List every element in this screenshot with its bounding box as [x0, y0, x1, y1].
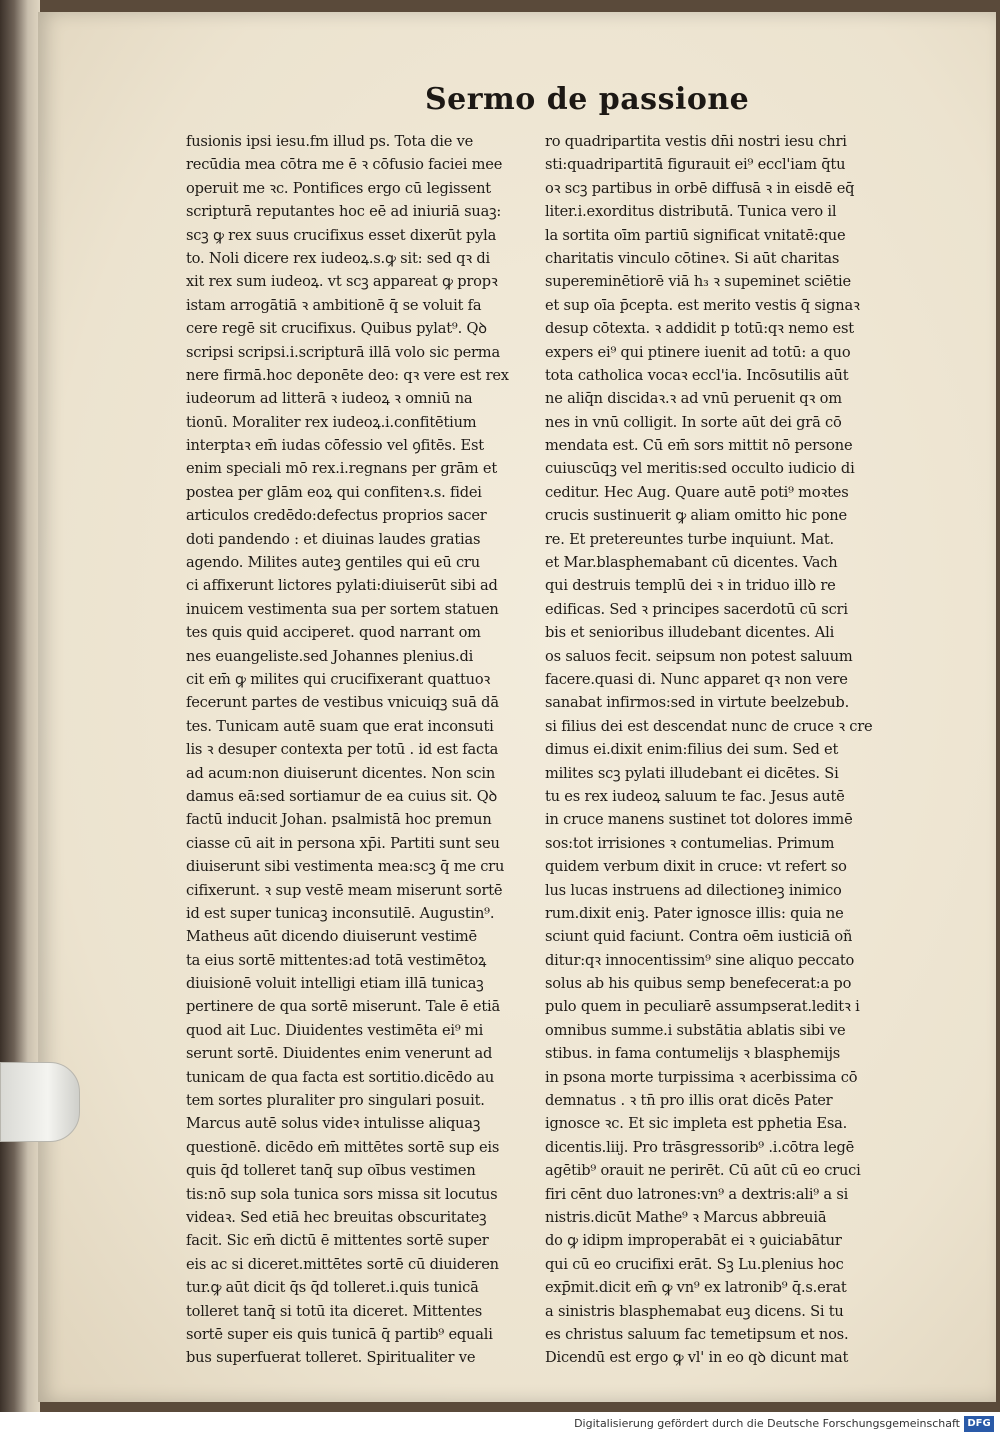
- text-line: es christus saluum fac temetipsum et nos.: [545, 1325, 849, 1343]
- text-line: quod ait Luc. Diuidentes vestimēta ei⁹ mi: [186, 1021, 484, 1039]
- text-line: Marcus autē solus videꝛ intulisse aliquaꝫ: [186, 1115, 481, 1133]
- text-line: omnibus summe.i substātia ablatis sibi ve: [545, 1021, 846, 1039]
- text-line: ditur:qꝛ innocentissim⁹ sine aliquo peccato: [545, 951, 855, 969]
- text-line: operuit me ꝛc. Pontifices ergo cū legissent: [186, 179, 491, 197]
- text-line: et sup oīa p̄cepta. est merito vestis q̄ signaꝛ: [545, 296, 860, 314]
- funding-notice: Digitalisierung gefördert durch die Deutsche Forschungsgemeinschaft: [574, 1417, 960, 1430]
- text-line: qui destruis templū dei ꝛ in triduo illꝺ re: [545, 577, 836, 595]
- text-line: pertinere de qua sortē miserunt. Tale ē etiā: [186, 998, 501, 1016]
- text-line: dimus ei.dixit enim:filius dei sum. Sed et: [545, 741, 839, 759]
- text-line: scripsi scripsi.i.scripturā illā volo sic perma: [186, 343, 500, 361]
- text-line: agendo. Milites auteꝫ gentiles qui eū cru: [186, 554, 480, 572]
- text-line: nes in vnū colligit. In sorte aūt dei grā cō: [545, 413, 842, 431]
- text-line: id est super tunicaꝫ inconsutilē. Augustin⁹.: [186, 904, 495, 922]
- text-line: tunicam de qua facta est sortitio.dicēdo au: [186, 1068, 495, 1086]
- text-line: ad acum:non diuiserunt dicentes. Non scin: [186, 764, 496, 782]
- text-line: scꝫ ꝙ rex suus crucifixus esset dixerūt pyla: [186, 226, 497, 244]
- text-line: pulo quem in peculiarē assumpserat.leditꝛ i: [545, 998, 860, 1016]
- text-line: videaꝛ. Sed etiā hec breuitas obscuritateꝫ: [186, 1208, 487, 1226]
- text-line: firi cēnt duo latrones:vn⁹ a dextris:ali⁹ a si: [545, 1185, 849, 1203]
- text-line: fusionis ipsi iesu.fm illud ps. Tota die ve: [186, 133, 474, 150]
- text-line: lus lucas instruens ad dilectioneꝫ inimico: [545, 881, 842, 899]
- text-line: et Mar.blasphemabant cū dicentes. Vach: [545, 554, 838, 572]
- text-line: tis:nō sup sola tunica sors missa sit locutus: [186, 1185, 498, 1203]
- text-line: lis ꝛ desuper contexta per totū . id est facta: [186, 741, 499, 759]
- text-line: desup cōtexta. ꝛ addidit p totū:qꝛ nemo est: [545, 320, 854, 338]
- text-line: qui cū eo crucifixi erāt. Sꝫ Lu.plenius hoc: [545, 1255, 844, 1273]
- text-line: eis ac si diceret.mittētes sortē cū diuideren: [186, 1255, 499, 1273]
- text-line: fecerunt partes de vestibus vnicuiqꝫ suā dā: [186, 694, 499, 712]
- text-line: postea per glām eoꝝ qui confitenꝛ.s. fidei: [186, 483, 482, 501]
- text-line: sos:tot irrisiones ꝛ contumelias. Primum: [545, 834, 835, 852]
- text-line: tu es rex iudeoꝝ saluum te fac. Jesus autē: [545, 787, 845, 805]
- text-line: dicentis.liij. Pro trāsgressorib⁹ .i.cōtra legē: [545, 1138, 855, 1156]
- text-line: interptaꝛ em̄ iudas cōfessio vel ꝯfitēs. Est: [186, 437, 484, 455]
- text-line: tur.ꝙ aūt dicit q̄s q̄d tolleret.i.quis tunicā: [186, 1279, 479, 1297]
- text-line: tem sortes pluraliter pro singulari posuit.: [186, 1092, 485, 1110]
- text-line: la sortita oīm partiū significat vnitatē:que: [545, 226, 846, 244]
- text-line: facit. Sic em̄ dictū ē mittentes sortē super: [186, 1232, 489, 1250]
- text-line: cifixerunt. ꝛ sup vestē meam miserunt sortē: [186, 881, 503, 899]
- text-line: articulos credēdo:defectus proprios sacer: [186, 507, 487, 525]
- text-line: inuicem vestimenta sua per sortem statuen: [186, 600, 499, 618]
- text-line: ignosce ꝛc. Et sic impleta est pphetia Esa.: [545, 1115, 848, 1133]
- text-line: bus superfuerat tolleret. Spiritualiter ve: [186, 1349, 476, 1367]
- left-column: [186, 130, 528, 1370]
- text-line: sciunt quid faciunt. Contra oēm iusticiā oñ: [545, 928, 853, 946]
- text-line: nistris.dicūt Mathe⁹ ꝛ Marcus abbreuiā: [545, 1208, 827, 1226]
- text-line: solus ab his quibus semp benefecerat:a po: [545, 975, 852, 993]
- text-line: nes euangeliste.sed Johannes plenius.di: [186, 647, 474, 665]
- text-line: charitatis vinculo cōtineꝛ. Si aūt charitas: [545, 249, 840, 267]
- text-line: quidem verbum dixit in cruce: vt refert so: [545, 858, 847, 876]
- text-line: tionū. Moraliter rex iudeoꝝ.i.confitētium: [186, 413, 477, 431]
- text-line: ta eius sortē mittentes:ad totā vestimētoꝝ: [186, 951, 487, 969]
- text-line: serunt sortē. Diuidentes enim venerunt ad: [186, 1045, 493, 1063]
- text-line: cere regē sit crucifixus. Quibus pylat⁹. Qꝺ: [186, 320, 487, 338]
- text-line: istam arrogātiā ꝛ ambitionē q̄ se voluit fa: [186, 296, 482, 314]
- text-line: si filius dei est descendat nunc de cruce ꝛ cre: [545, 717, 873, 735]
- text-line: demnatus . ꝛ tn̄ pro illis orat dicēs Pater: [545, 1092, 833, 1110]
- text-line: ciasse cū ait in persona xp̄i. Partiti sunt seu: [186, 834, 500, 852]
- text-line: diuisionē voluit intelligi etiam illā tunicaꝫ: [186, 975, 484, 993]
- text-line: Dicendū est ergo ꝙ vl' in eo qꝺ dicunt mat: [545, 1349, 849, 1367]
- text-line: ceditur. Hec Aug. Quare autē poti⁹ moꝛtes: [545, 483, 849, 501]
- text-line: a sinistris blasphemabat euꝫ dicens. Si tu: [545, 1302, 844, 1320]
- text-line: bis et senioribus illudebant dicentes. Ali: [545, 624, 835, 642]
- text-line: nere firmā.hoc deponēte deo: qꝛ vere est rex: [186, 366, 509, 384]
- text-line: damus eā:sed sortiamur de ea cuius sit. Qꝺ: [186, 787, 498, 805]
- text-line: facere.quasi di. Nunc apparet qꝛ non vere: [545, 670, 848, 688]
- text-line: ci affixerunt lictores pylati:diuiserūt sibi ad: [186, 577, 498, 595]
- text-line: diuiserunt sibi vestimenta mea:scꝫ q̄ me cru: [186, 858, 505, 876]
- text-line: scripturā reputantes hoc eē ad iniuriā suaꝫ:: [186, 203, 502, 221]
- text-line: re. Et pretereuntes turbe inquiunt. Mat.: [545, 530, 834, 548]
- text-line: recūdia mea cōtra me ē ꝛ cōfusio faciei mee: [186, 156, 503, 174]
- text-line: cuiuscūqꝫ vel meritis:sed occulto iudicio di: [545, 460, 855, 478]
- text-line: do ꝙ idipm improperabāt ei ꝛ ꝯuiciabātur: [545, 1232, 842, 1250]
- text-line: agētib⁹ orauit ne perirēt. Cū aūt cū eo cruci: [545, 1162, 861, 1180]
- text-line: doti pandendo : et diuinas laudes gratias: [186, 530, 481, 548]
- page-header: Sermo de passione: [425, 82, 750, 117]
- text-line: enim speciali mō rex.i.regnans per grām et: [186, 460, 497, 478]
- text-line: crucis sustinuerit ꝙ aliam omitto hic pone: [545, 507, 847, 525]
- text-line: cit em̄ ꝙ milites qui crucifixerant quattuoꝛ: [186, 670, 491, 688]
- text-line: ne aliq̄n discidaꝛ.ꝛ ad vnū peruenit qꝛ om: [545, 390, 842, 408]
- text-line: sti:quadripartitā figurauit ei⁹ eccl'iam q̄tu: [545, 156, 846, 174]
- dfg-logo: DFG: [964, 1416, 994, 1432]
- book-binding-edge: [0, 0, 40, 1412]
- text-line: edificas. Sed ꝛ principes sacerdotū cū scri: [545, 600, 848, 618]
- text-line: sortē super eis quis tunicā q̄ partib⁹ equali: [186, 1325, 493, 1343]
- text-line: liter.i.exorditus distributā. Tunica vero il: [545, 203, 837, 221]
- text-line: exp̄mit.dicit em̄ ꝙ vn⁹ ex latronib⁹ q̄.s.erat: [545, 1279, 847, 1297]
- page-clip: [0, 1062, 80, 1142]
- text-line: tes quis quid acciperet. quod narrant om: [186, 624, 481, 642]
- text-line: sanabat infirmos:sed in virtute beelzebub.: [545, 694, 850, 712]
- text-line: xit rex sum iudeoꝝ. vt scꝫ appareat ꝙ propꝛ: [186, 273, 498, 291]
- text-line: tota catholica vocaꝛ eccl'ia. Incōsutilis aūt: [545, 366, 849, 384]
- text-line: iudeorum ad litterā ꝛ iudeoꝝ ꝛ omniū na: [186, 390, 473, 408]
- text-line: rum.dixit eniꝫ. Pater ignosce illis: quia ne: [545, 904, 844, 922]
- text-line: in psona morte turpissima ꝛ acerbissima cō: [545, 1068, 858, 1086]
- text-line: tes. Tunicam autē suam que erat inconsuti: [186, 717, 494, 735]
- footer-bar: [0, 1412, 1000, 1438]
- text-line: milites scꝫ pylati illudebant ei dicētes. Si: [545, 764, 839, 782]
- text-line: oꝛ scꝫ partibus in orbē diffusā ꝛ in eisdē eq̄: [545, 179, 855, 197]
- text-line: quis q̄d tolleret tanq̄ sup oībus vestimen: [186, 1162, 476, 1180]
- text-line: mendata est. Cū em̄ sors mittit nō persone: [545, 437, 853, 455]
- right-column: [545, 130, 907, 1370]
- text-line: in cruce manens sustinet tot dolores immē: [545, 811, 853, 829]
- text-line: ro quadripartita vestis dn̄i nostri iesu chri: [545, 133, 847, 150]
- text-line: factū inducit Johan. psalmistā hoc premun: [186, 811, 492, 829]
- text-line: to. Noli dicere rex iudeoꝝ.s.ꝙ sit: sed qꝛ di: [186, 249, 490, 267]
- text-line: os saluos fecit. seipsum non potest saluum: [545, 647, 853, 665]
- text-line: tolleret tanq̄ si totū ita diceret. Mittentes: [186, 1302, 483, 1320]
- text-line: supereminētiorē viā h₃ ꝛ supeminet sciētie: [545, 273, 851, 291]
- text-line: questionē. dicēdo em̄ mittētes sortē sup eis: [186, 1138, 500, 1156]
- text-line: stibus. in fama contumelijs ꝛ blasphemijs: [545, 1045, 841, 1063]
- text-line: expers ei⁹ qui ptinere iuenit ad totū: a quo: [545, 343, 851, 361]
- text-line: Matheus aūt dicendo diuiserunt vestimē: [186, 928, 477, 946]
